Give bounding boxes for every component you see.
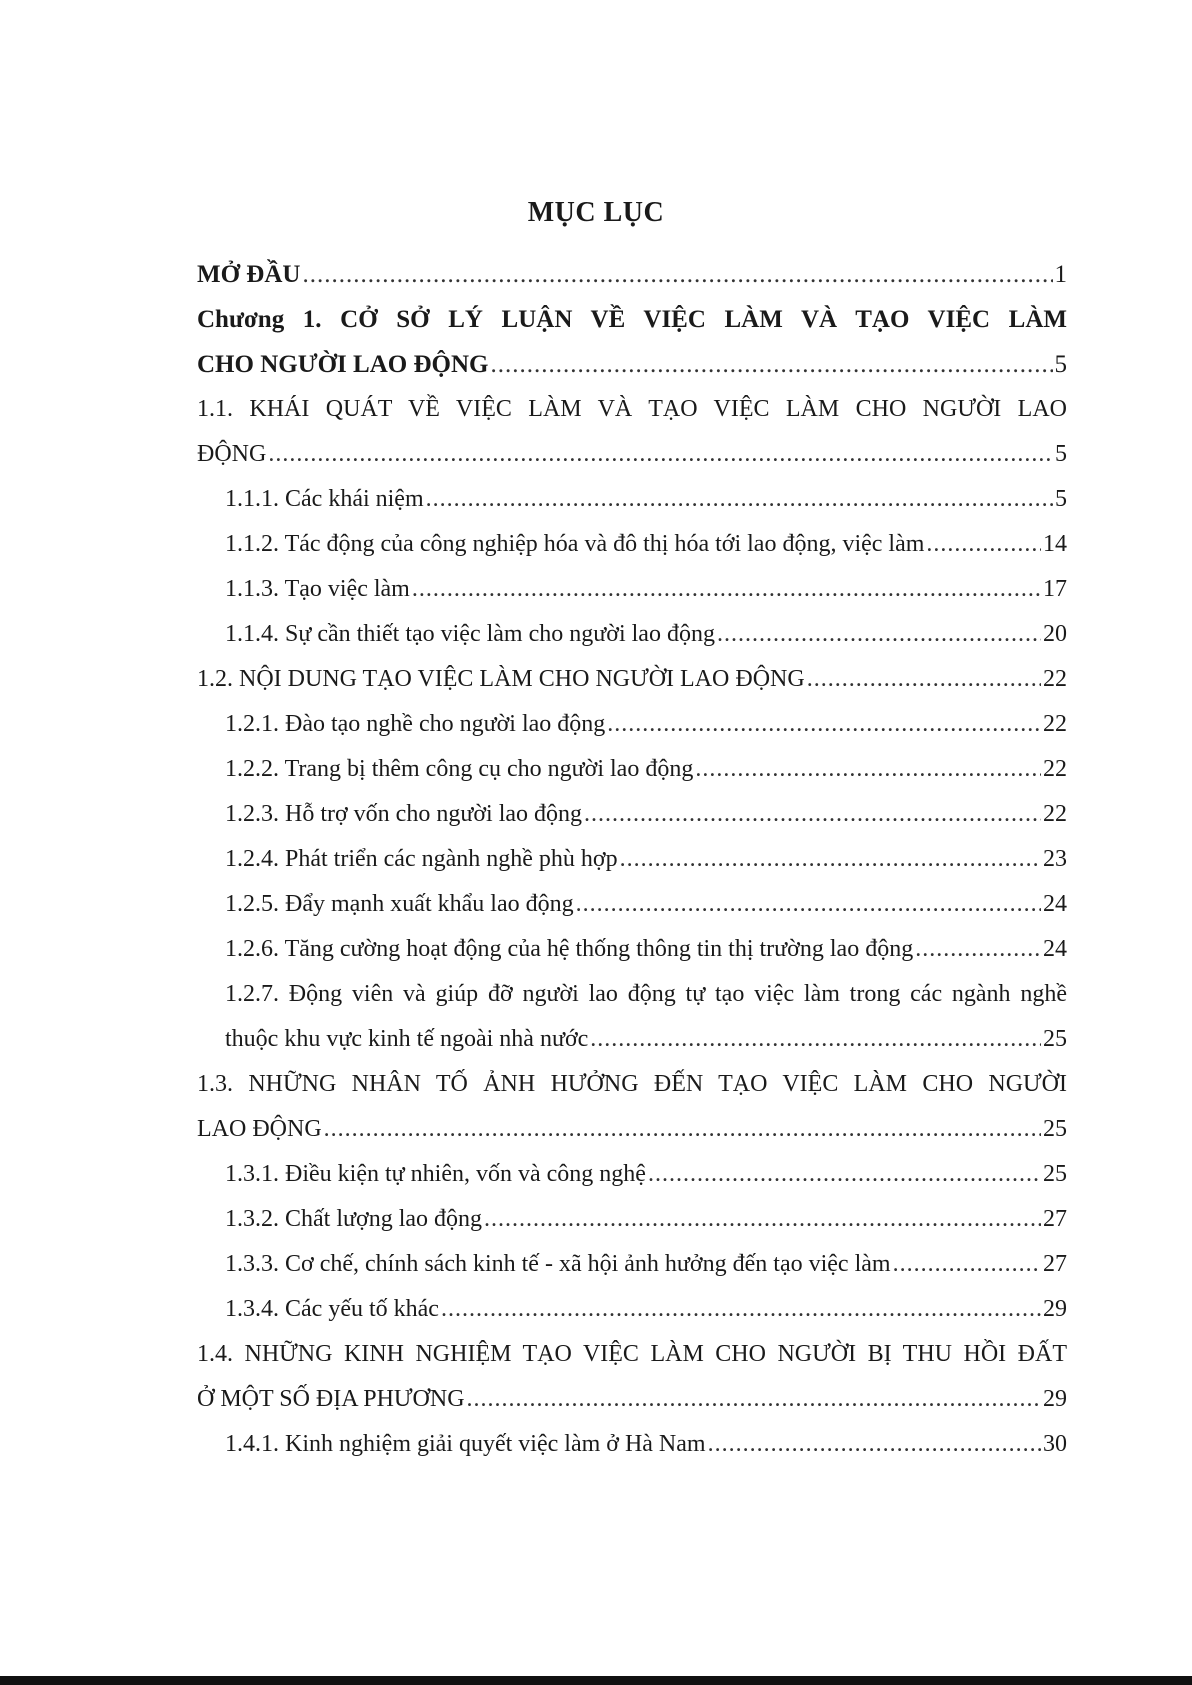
toc-entry-text: 1.3.3. Cơ chế, chính sách kinh tế - xã hội ảnh hưởng đến tạo việc làm (225, 1251, 891, 1277)
dot-leader (807, 657, 1041, 702)
toc-entry-chapter-1[interactable] (197, 342, 1067, 387)
toc-entry-1-2-3[interactable] (197, 792, 1067, 837)
toc-entry-1-1-4[interactable] (197, 612, 1067, 657)
dot-leader (590, 1017, 1041, 1062)
dot-leader (915, 927, 1041, 972)
toc-entry-1-3-2[interactable] (197, 1197, 1067, 1242)
toc-page-number: 23 (1043, 846, 1067, 872)
toc-page-number: 22 (1043, 666, 1067, 692)
toc-entry-1-4-1[interactable] (197, 1422, 1067, 1467)
dot-leader (893, 1242, 1041, 1287)
toc-entry-text: 1.2. NỘI DUNG TẠO VIỆC LÀM CHO NGƯỜI LAO ĐỘNG (197, 666, 805, 692)
toc-entry-1-3-3[interactable] (197, 1242, 1067, 1287)
dot-leader (576, 882, 1041, 927)
toc-entry-text: thuộc khu vực kinh tế ngoài nhà nước (225, 1026, 589, 1052)
toc-page-number: 30 (1043, 1431, 1067, 1457)
toc-entry-text: CHO NGƯỜI LAO ĐỘNG (197, 351, 489, 378)
toc-entry-text: 1.1.4. Sự cần thiết tạo việc làm cho người lao động (225, 621, 715, 647)
toc-entry-1-4-line-1[interactable]: 1.4. NHỮNG KINH NGHIỆM TẠO VIỆC LÀM CHO NGƯỜI BỊ THU HỒI ĐẤT (197, 1341, 1067, 1367)
toc-page-number: 22 (1043, 711, 1067, 737)
dot-leader (484, 1197, 1041, 1242)
dot-leader (324, 1107, 1041, 1152)
toc-entry-1-2-1[interactable] (197, 702, 1067, 747)
toc-entry-text: 1.1.1. Các khái niệm (225, 486, 424, 512)
toc-entry-text: 1.3.2. Chất lượng lao động (225, 1206, 483, 1232)
toc-entry-1-2-4[interactable] (197, 837, 1067, 882)
toc-page-number: 29 (1043, 1296, 1067, 1322)
toc-page-number: 29 (1043, 1386, 1067, 1412)
toc-page-number: 5 (1055, 486, 1067, 512)
toc-entry-text: 1.2.5. Đẩy mạnh xuất khẩu lao động (225, 891, 574, 917)
dot-leader (695, 747, 1041, 792)
toc-entry-1-2-6[interactable] (197, 927, 1067, 972)
toc-entry-text: 1.3.4. Các yếu tố khác (225, 1296, 439, 1322)
dot-leader (467, 1377, 1041, 1422)
toc-entry-1-3-4[interactable] (197, 1287, 1067, 1332)
dot-leader (426, 477, 1053, 522)
toc-entry-1-1-1[interactable] (197, 477, 1067, 522)
dot-leader (302, 252, 1052, 297)
toc-page-number: 22 (1043, 801, 1067, 827)
toc-entry-text: ĐỘNG (197, 441, 267, 467)
toc-page-number: 27 (1043, 1206, 1067, 1232)
toc-page-number: 24 (1043, 936, 1067, 962)
dot-leader (648, 1152, 1041, 1197)
toc-entry-text: 1.3.1. Điều kiện tự nhiên, vốn và công nghệ (225, 1161, 646, 1187)
toc-entry-text: Ở MỘT SỐ ĐỊA PHƯƠNG (197, 1386, 465, 1412)
toc-page-number: 25 (1043, 1116, 1067, 1142)
toc-entry-1-2-7-line-1[interactable]: 1.2.7. Động viên và giúp đỡ người lao động tự tạo việc làm trong các ngành nghề (225, 981, 1067, 1007)
toc-entry-text: 1.2.6. Tăng cường hoạt động của hệ thống thông tin thị trường lao động (225, 936, 914, 962)
page-bottom-edge (0, 1676, 1192, 1685)
toc-page-number: 17 (1043, 576, 1067, 602)
toc-entry-text: 1.2.2. Trang bị thêm công cụ cho người lao động (225, 756, 694, 782)
dot-leader (584, 792, 1041, 837)
toc-entry-text: LAO ĐỘNG (197, 1116, 322, 1142)
toc-entry-text: MỞ ĐẦU (197, 261, 301, 288)
toc-page-number: 25 (1043, 1026, 1067, 1052)
toc-page-number: 25 (1043, 1161, 1067, 1187)
dot-leader (717, 612, 1041, 657)
toc-entry-1-1-line-1[interactable]: 1.1. KHÁI QUÁT VỀ VIỆC LÀM VÀ TẠO VIỆC LÀM CHO NGƯỜI LAO (197, 396, 1067, 422)
toc-entry-1-1-3[interactable] (197, 567, 1067, 612)
toc-entry-1-2-5[interactable] (197, 882, 1067, 927)
toc-page-number: 14 (1043, 531, 1067, 557)
dot-leader (708, 1422, 1041, 1467)
toc-entry-1-2[interactable] (197, 657, 1067, 702)
toc-page-number: 1 (1054, 261, 1067, 288)
toc-entry-text: 1.2.3. Hỗ trợ vốn cho người lao động (225, 801, 583, 827)
toc-entry-chapter-1-line-1[interactable]: Chương 1. CỞ SỞ LÝ LUẬN VỀ VIỆC LÀM VÀ TẠO VIỆC LÀM (197, 306, 1067, 333)
dot-leader (441, 1287, 1041, 1332)
toc-entry-1-1[interactable] (197, 432, 1067, 477)
toc-entry-1-3-line-1[interactable]: 1.3. NHỮNG NHÂN TỐ ẢNH HƯỞNG ĐẾN TẠO VIỆC LÀM CHO NGƯỜI (197, 1071, 1067, 1097)
toc-page-number: 22 (1043, 756, 1067, 782)
toc-entry-1-3-1[interactable] (197, 1152, 1067, 1197)
toc-entry-1-4[interactable] (197, 1377, 1067, 1422)
toc-entry-text: 1.2.4. Phát triển các ngành nghề phù hợp (225, 846, 618, 872)
table-of-contents (197, 252, 1067, 1467)
dot-leader (268, 432, 1053, 477)
toc-page-number: 20 (1043, 621, 1067, 647)
dot-leader (926, 522, 1041, 567)
toc-entry-text: 1.2.1. Đào tạo nghề cho người lao động (225, 711, 606, 737)
toc-page-number: 5 (1055, 441, 1067, 467)
toc-page-number: 5 (1054, 351, 1067, 378)
toc-entry-1-1-2[interactable] (197, 522, 1067, 567)
dot-leader (490, 342, 1052, 387)
dot-leader (620, 837, 1041, 882)
toc-page-number: 27 (1043, 1251, 1067, 1277)
toc-entry-1-2-7[interactable] (197, 1017, 1067, 1062)
toc-title: MỤC LỤC (527, 197, 665, 228)
toc-entry-text: 1.1.2. Tác động của công nghiệp hóa và đô thị hóa tới lao động, việc làm (225, 531, 925, 557)
toc-entry-1-2-2[interactable] (197, 747, 1067, 792)
toc-entry-introduction[interactable] (197, 252, 1067, 297)
toc-entry-1-3[interactable] (197, 1107, 1067, 1152)
toc-page-number: 24 (1043, 891, 1067, 917)
toc-entry-text: 1.1.3. Tạo việc làm (225, 576, 410, 602)
dot-leader (607, 702, 1041, 747)
dot-leader (412, 567, 1041, 612)
toc-entry-text: 1.4.1. Kinh nghiệm giải quyết việc làm ở Hà Nam (225, 1431, 706, 1457)
